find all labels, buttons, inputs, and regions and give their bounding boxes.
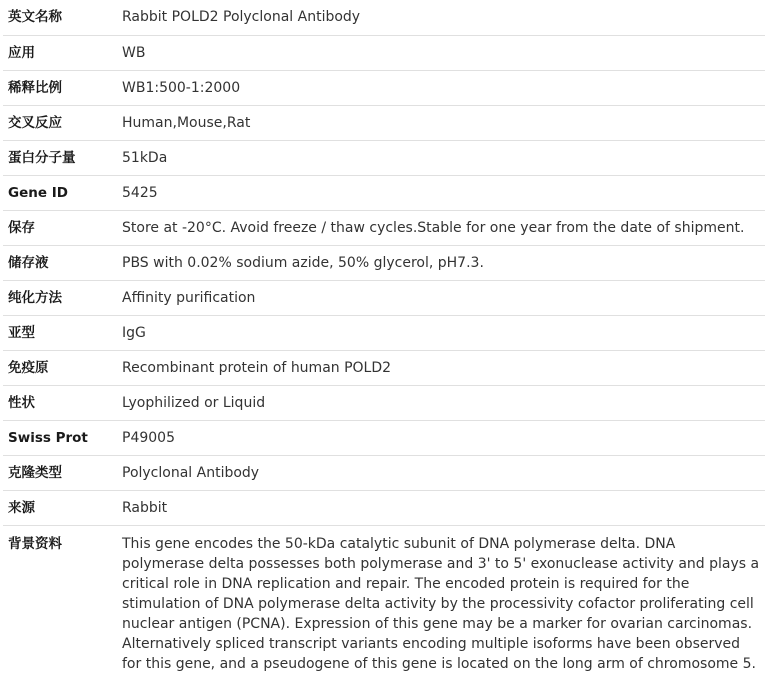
spec-row-english-name bbox=[3, 0, 765, 35]
spec-row-buffer bbox=[3, 245, 765, 280]
spec-value: Lyophilized or Liquid bbox=[116, 385, 765, 420]
spec-label: 来源 bbox=[3, 490, 116, 525]
spec-label: Swiss Prot bbox=[3, 420, 116, 455]
spec-value: Affinity purification bbox=[116, 280, 765, 315]
spec-label: 英文名称 bbox=[3, 0, 116, 35]
spec-label: 稀释比例 bbox=[3, 70, 116, 105]
product-spec-table bbox=[3, 0, 765, 678]
spec-row-clonality bbox=[3, 455, 765, 490]
spec-row-isotype bbox=[3, 315, 765, 350]
spec-row-application bbox=[3, 35, 765, 70]
spec-label: 保存 bbox=[3, 210, 116, 245]
spec-value: IgG bbox=[116, 315, 765, 350]
spec-label: 蛋白分子量 bbox=[3, 140, 116, 175]
spec-value: Rabbit bbox=[116, 490, 765, 525]
spec-label: 储存液 bbox=[3, 245, 116, 280]
spec-row-form bbox=[3, 385, 765, 420]
spec-label: 纯化方法 bbox=[3, 280, 116, 315]
spec-value: Human,Mouse,Rat bbox=[116, 105, 765, 140]
spec-value: WB bbox=[116, 35, 765, 70]
spec-row-immunogen bbox=[3, 350, 765, 385]
spec-row-dilution bbox=[3, 70, 765, 105]
spec-value: Recombinant protein of human POLD2 bbox=[116, 350, 765, 385]
spec-label: 亚型 bbox=[3, 315, 116, 350]
spec-row-background bbox=[3, 525, 765, 678]
spec-label: 性状 bbox=[3, 385, 116, 420]
spec-row-swiss-prot bbox=[3, 420, 765, 455]
spec-row-molecular-weight bbox=[3, 140, 765, 175]
spec-value: 51kDa bbox=[116, 140, 765, 175]
spec-label: Gene ID bbox=[3, 175, 116, 210]
spec-value: Store at -20°C. Avoid freeze / thaw cycles.Stable for one year from the date of shipment. bbox=[116, 210, 765, 245]
spec-label: 背景资料 bbox=[8, 535, 62, 552]
spec-label: 克隆类型 bbox=[3, 455, 116, 490]
background-description: This gene encodes the 50-kDa catalytic subunit of DNA polymerase delta. DNA polymerase delta possesses both polymerase and 3' to 5' exonuclease activity and plays a critical role in DNA replication and repair. The encoded protein is required for the stimulation of DNA polymerase delta activity by the processivity cofactor proliferating cell nuclear antigen (PCNA). Expression of this gene may be a marker for ovarian carcinomas. Alternatively spliced transcript variants encoding multiple isoforms have been observed for this gene, and a pseudogene of this gene is located on the long arm of chromosome 5. bbox=[122, 535, 760, 672]
spec-value: WB1:500-1:2000 bbox=[116, 70, 765, 105]
spec-label: 免疫原 bbox=[3, 350, 116, 385]
spec-value: Rabbit POLD2 Polyclonal Antibody bbox=[116, 0, 765, 35]
spec-value: PBS with 0.02% sodium azide, 50% glycerol, pH7.3. bbox=[116, 245, 765, 280]
spec-row-gene-id bbox=[3, 175, 765, 210]
spec-label: 应用 bbox=[3, 35, 116, 70]
spec-row-storage bbox=[3, 210, 765, 245]
spec-value: 5425 bbox=[116, 175, 765, 210]
spec-row-host bbox=[3, 490, 765, 525]
spec-value: P49005 bbox=[116, 420, 765, 455]
spec-label: 交叉反应 bbox=[3, 105, 116, 140]
spec-value: Polyclonal Antibody bbox=[116, 455, 765, 490]
spec-row-purification bbox=[3, 280, 765, 315]
spec-row-reactivity bbox=[3, 105, 765, 140]
